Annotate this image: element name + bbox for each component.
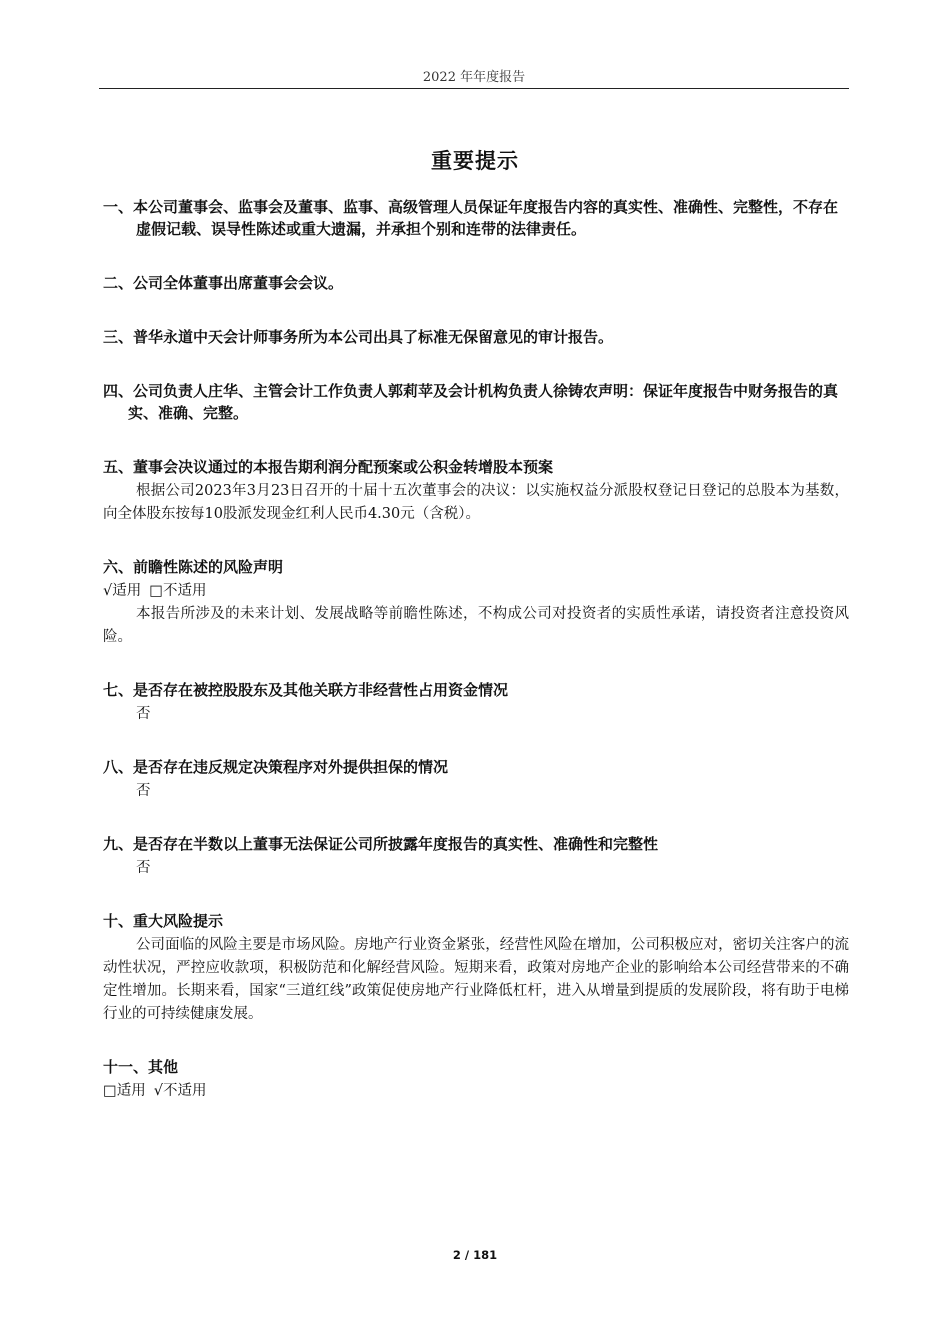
section-4-heading: 四、公司负责人庄华、主管会计工作负责人郭莉苹及会计机构负责人徐铸农声明：保证年度报告中财务报告的真实、准确、完整。 (103, 382, 839, 422)
section-2-heading: 二、公司全体董事出席董事会会议。 (103, 274, 344, 292)
section-8-heading: 八、是否存在违反规定决策程序对外提供担保的情况 (103, 758, 449, 776)
section-9-answer: 否 (136, 860, 151, 876)
section-6-applicability (103, 580, 849, 603)
section-11-applicability (103, 1080, 849, 1103)
section-5-heading: 五、董事会决议通过的本报告期利润分配预案或公积金转增股本预案 (103, 458, 554, 476)
section-3-heading: 三、普华永道中天会计师事务所为本公司出具了标准无保留意见的审计报告。 (103, 328, 614, 346)
page-title: 重要提示 (431, 149, 519, 173)
section-8-answer: 否 (136, 783, 151, 799)
header-divider (99, 88, 849, 89)
section-9-heading: 九、是否存在半数以上董事无法保证公司所披露年度报告的真实性、准确性和完整性 (103, 835, 659, 853)
section-7-heading: 七、是否存在被控股股东及其他关联方非经营性占用资金情况 (103, 681, 509, 699)
section-10-heading: 十、重大风险提示 (103, 912, 224, 930)
not-applicable-option: □不适用 (149, 583, 207, 599)
applicable-option: □适用 (103, 1083, 146, 1099)
section-6-body: 本报告所涉及的未来计划、发展战略等前瞻性陈述，不构成公司对投资者的实质性承诺，请投资者注意投资风险。 (103, 606, 849, 645)
section-6-heading: 六、前瞻性陈述的风险声明 (103, 558, 284, 576)
section-11-heading: 十一、其他 (103, 1058, 179, 1076)
applicable-option: √适用 (103, 583, 142, 599)
section-1-heading: 一、本公司董事会、监事会及董事、监事、高级管理人员保证年度报告内容的真实性、准确性、完整性，不存在虚假记载、误导性陈述或重大遗漏，并承担个别和连带的法律责任。 (103, 198, 839, 238)
running-header: 2022 年年度报告 (422, 70, 526, 85)
not-applicable-option: √不适用 (153, 1083, 207, 1099)
section-7-answer: 否 (136, 706, 151, 722)
page-number: 2 / 181 (452, 1248, 498, 1262)
document-body (103, 196, 849, 1103)
section-5-body: 根据公司2023年3月23日召开的十届十五次董事会的决议：以实施权益分派股权登记日登记的总股本为基数，向全体股东按每10股派发现金红利人民币4.30元（含税）。 (103, 483, 849, 522)
section-10-body: 公司面临的风险主要是市场风险。房地产行业资金紧张，经营性风险在增加，公司积极应对，密切关注客户的流动性状况，严控应收款项，积极防范和化解经营风险。短期来看，政策对房地产企业的影响给本公司经营带来的不确定性增加。长期来看，国家“三道红线”政策促使房地产行业降低杠杆，进入从增量到提质的发展阶段，将有助于电梯行业的可持续健康发展。 (103, 937, 849, 1022)
